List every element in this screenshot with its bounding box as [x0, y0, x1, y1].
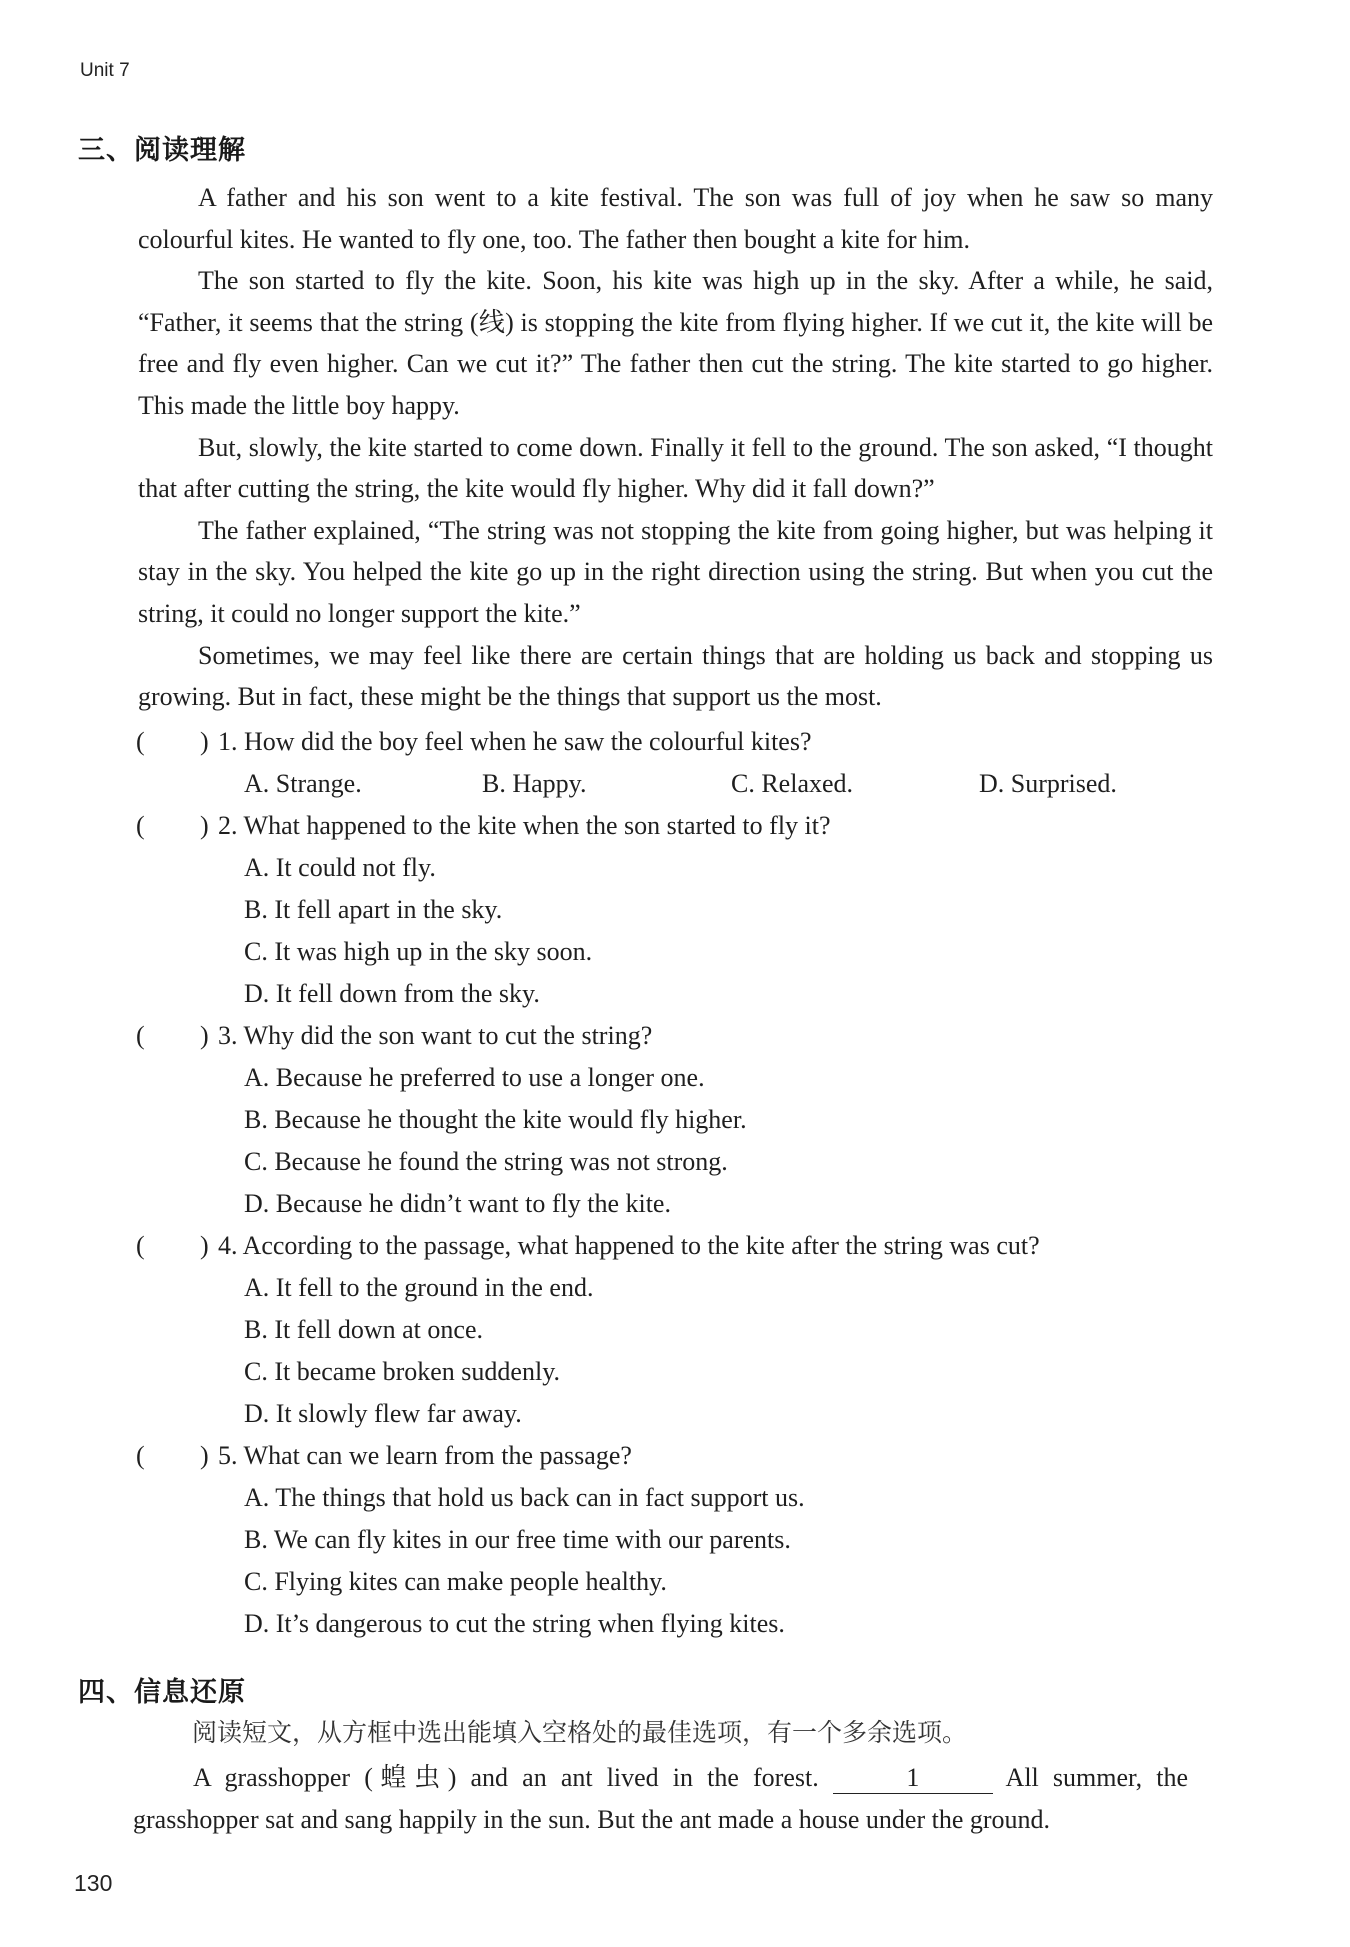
passage-paragraph: The father explained, “The string was not stopping the kite from going higher, but was helping it stay in the sky. You helped the kite go up in the right direction using the string. But when you cut the string, it could no longer support the kite.”	[138, 515, 1213, 628]
section-title-info-restore: 四、信息还原	[78, 1677, 246, 1708]
answer-paren-open: (	[136, 1441, 145, 1470]
answer-paren-open: (	[136, 727, 145, 756]
question-3	[136, 1015, 1226, 1057]
option-b: B. Happy.	[482, 769, 587, 798]
instruction-text: 阅读短文，从方框中选出能填入空格处的最佳选项，有一个多余选项。	[192, 1718, 968, 1747]
answer-paren-close: )	[200, 811, 209, 840]
option-c: C. It became broken suddenly.	[244, 1357, 560, 1386]
option-d: D. Surprised.	[979, 769, 1117, 798]
cloze-text-after: All summer, the grasshopper sat and sang happily in the sun. But the ant made a house under the ground.	[133, 1763, 1188, 1834]
option-c: C. It was high up in the sky soon.	[244, 937, 593, 966]
option-d: D. It fell down from the sky.	[244, 979, 540, 1008]
option-a: A. The things that hold us back can in fact support us.	[244, 1483, 805, 1512]
reading-passage	[138, 177, 1213, 718]
page-number: 130	[74, 1870, 113, 1896]
option-b: B. It fell down at once.	[244, 1315, 483, 1344]
option-c: C. Relaxed.	[731, 769, 854, 798]
cloze-text-before: A grasshopper (蝗虫) and an ant lived in the forest.	[193, 1763, 819, 1792]
cloze-passage	[133, 1757, 1188, 1841]
answer-paren-close: )	[200, 1021, 209, 1050]
option-b: B. We can fly kites in our free time with our parents.	[244, 1525, 791, 1554]
passage-paragraph: Sometimes, we may feel like there are certain things that are holding us back and stopping us growing. But in fact, these might be the things that support us the most.	[138, 640, 1213, 712]
cloze-paragraph	[133, 1757, 1188, 1841]
option-b: B. It fell apart in the sky.	[244, 895, 503, 924]
answer-paren-close: )	[200, 1231, 209, 1260]
option-c: C. Because he found the string was not strong.	[244, 1147, 728, 1176]
option-c: C. Flying kites can make people healthy.	[244, 1567, 667, 1596]
option-d: D. It slowly flew far away.	[244, 1399, 522, 1428]
option-d: D. Because he didn’t want to fly the kite.	[244, 1189, 671, 1218]
question-list	[136, 721, 1226, 1645]
question-1	[136, 721, 1226, 763]
question-4	[136, 1225, 1226, 1267]
question-text: 3. Why did the son want to cut the string?	[218, 1021, 653, 1050]
answer-paren-open: (	[136, 811, 145, 840]
section-title-reading: 三、阅读理解	[78, 135, 246, 166]
passage-paragraph: But, slowly, the kite started to come down. Finally it fell to the ground. The son asked, “I thought that after cutting the string, the kite would fly higher. Why did it fall down?”	[138, 432, 1213, 504]
question-5	[136, 1435, 1226, 1477]
question-text: 5. What can we learn from the passage?	[218, 1441, 632, 1470]
answer-paren-open: (	[136, 1021, 145, 1050]
options-row	[136, 763, 1226, 805]
option-d: D. It’s dangerous to cut the string when flying kites.	[244, 1609, 785, 1638]
option-a: A. Because he preferred to use a longer one.	[244, 1063, 705, 1092]
question-text: 4. According to the passage, what happened to the kite after the string was cut?	[218, 1231, 1040, 1260]
answer-blank-1[interactable]: 1	[833, 1763, 993, 1794]
option-a: A. It could not fly.	[244, 853, 436, 882]
answer-paren-close: )	[200, 1441, 209, 1470]
question-text: 2. What happened to the kite when the son started to fly it?	[218, 811, 831, 840]
answer-paren-open: (	[136, 1231, 145, 1260]
option-a: A. It fell to the ground in the end.	[244, 1273, 594, 1302]
passage-paragraph: A father and his son went to a kite festival. The son was full of joy when he saw so many colourful kites. He wanted to fly one, too. The father then bought a kite for him.	[138, 183, 1213, 254]
unit-header: Unit 7	[80, 60, 130, 81]
option-b: B. Because he thought the kite would fly higher.	[244, 1105, 747, 1134]
question-2	[136, 805, 1226, 847]
option-a: A. Strange.	[244, 769, 362, 798]
question-text: 1. How did the boy feel when he saw the colourful kites?	[218, 727, 812, 756]
passage-paragraph: The son started to fly the kite. Soon, his kite was high up in the sky. After a while, he said, “Father, it seems that the string (线) is stopping the kite from flying higher. If we cut it, the kite will be free and fly even higher. Can we cut it?” The father then cut the string. The kite started to go higher. This made the little boy happy.	[138, 266, 1213, 420]
answer-paren-close: )	[200, 727, 209, 756]
